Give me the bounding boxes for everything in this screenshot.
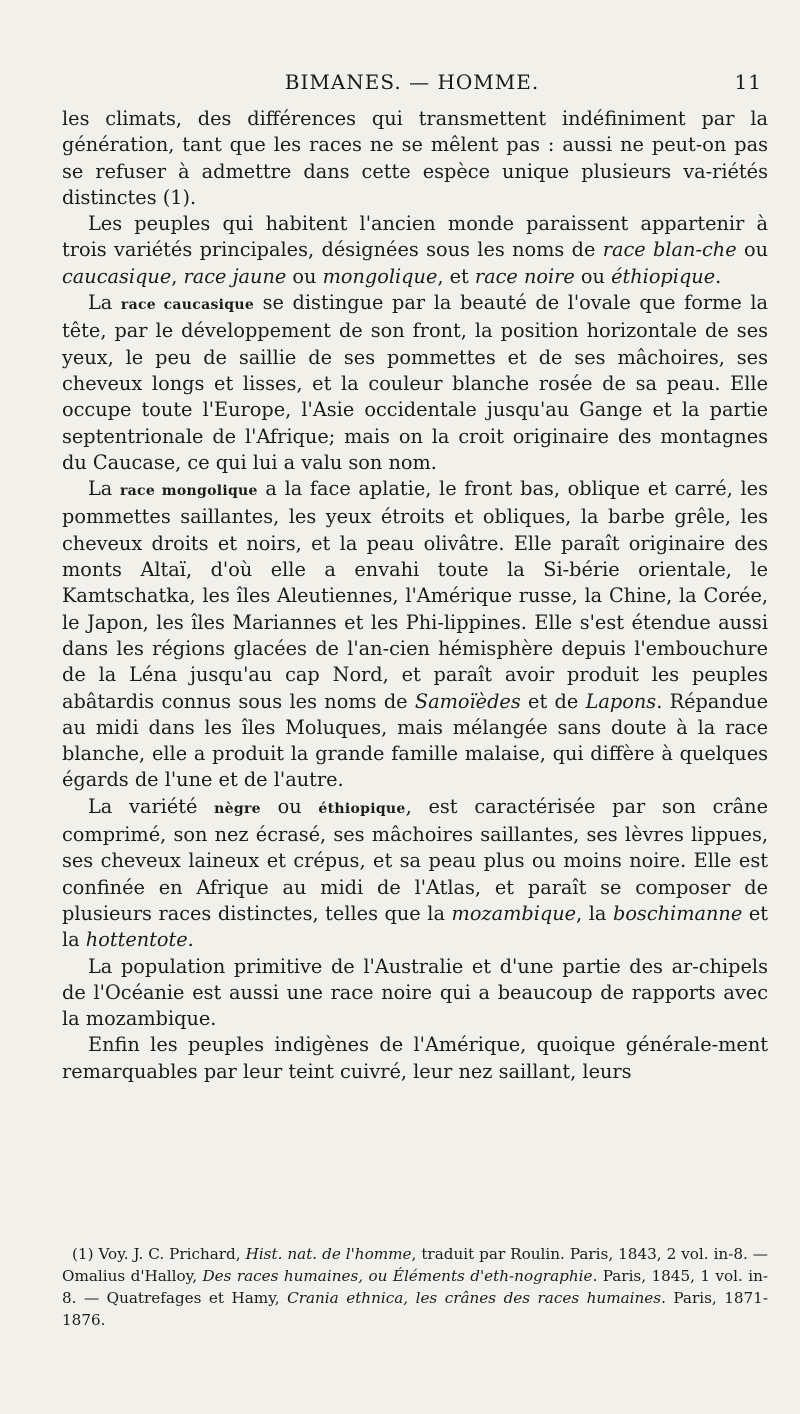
italic-text: race jaune [183, 264, 287, 288]
paragraph-ethiopian-race [62, 794, 768, 954]
text-run: La [88, 477, 120, 501]
italic-text: Des races humaines, ou Éléments d'eth-nographie [202, 1267, 593, 1285]
text-run: . Paris, 1845, 1 vol. in-8. — Quatrefages et Hamy, [62, 1267, 769, 1307]
text-run: a la face aplatie, le front bas, oblique et carré, les pommettes saillantes, les yeux étroits et obliques, la barbe grêle, les cheveux droits et noirs, et la peau olivâtre. Elle paraît originaire des monts Altaï, d'où elle a envahi toute la Si-bérie orientale, le Kamtschatka, les îles Aleutiennes, l'Amérique russe, la Chine, la Corée, le Japon, les îles Mariannes et les Phi-lippines. Elle s'est étendue aussi dans les régions glacées de l'an-cien hémisphère depuis l'embouchure de la Léna jusqu'au cap Nord, et paraît avoir produit les peuples abâtardis connus sous les noms de [62, 477, 768, 713]
italic-text: Crania ethnica, les crânes des races humaines [287, 1289, 662, 1307]
italic-text: Hist. nat. de l'homme [245, 1245, 412, 1263]
main-text [62, 106, 768, 1085]
text-run: ou [574, 264, 612, 288]
text-run: . Paris, 1871-1876. [62, 1289, 768, 1329]
italic-text: Lapons [585, 689, 657, 713]
emphasized-term: nègre [214, 800, 261, 817]
footnote-1 [62, 1243, 768, 1331]
text-run: et la [62, 901, 768, 952]
text-run: , est caractérisée par son crâne comprimé, son nez écrasé, ses mâchoires saillantes, ses lèvres lippues, ses cheveux laineux et crépus, et sa peau plus ou moins noire. Elle est confinée en Afrique au midi de l'Atlas, et paraît se composer de plusieurs races distinctes, telles que la [62, 794, 768, 925]
italic-text: caucasique [62, 264, 172, 288]
text-run: . [187, 928, 194, 952]
footnotes [62, 1243, 768, 1331]
paragraph-america [62, 1032, 768, 1085]
paragraph-australia [62, 954, 768, 1033]
italic-text: race blan-che [602, 238, 737, 262]
italic-text: mozambique [451, 901, 577, 925]
text-run: , [171, 264, 184, 288]
text-run: La variété [88, 794, 215, 818]
text-run: (1) Voy. J. C. Prichard, [72, 1245, 246, 1263]
text-run: ou [260, 794, 319, 818]
italic-text: hottentote [85, 928, 188, 952]
text-run: et de [520, 689, 586, 713]
text-run: Les peuples qui habitent l'ancien monde paraissent appartenir à trois variétés principales, désignées sous les noms de [62, 212, 768, 262]
italic-text: boschimanne [612, 901, 743, 925]
text-run: La [88, 291, 121, 315]
emphasized-term: éthiopique [318, 800, 406, 817]
paragraph-mongolian-race [62, 476, 768, 794]
text-run: , et [437, 264, 475, 288]
italic-text: race noire [474, 264, 575, 288]
italic-text: Samoïèdes [414, 689, 521, 713]
text-run: se distingue par la beauté de l'ovale que forme la tête, par le développement de son front, la position horizontale de ses yeux, le peu de saillie de ses pommettes et de ses mâchoires, ses cheveux longs et lisses, et la couleur blanche rosée de sa peau. Elle occupe toute l'Europe, l'Asie occidentale jusqu'au Gange et la partie septentrionale de l'Afrique; mais on la croit originaire des montagnes du Caucase, ce qui lui a valu son nom. [62, 291, 768, 474]
running-title: BIMANES. — HOMME. [284, 70, 540, 94]
italic-text: mongolique [322, 264, 438, 288]
text-run: ou [286, 264, 323, 288]
text-run: , traduit par Roulin. Paris, 1843, 2 vol. in-8. — Omalius d'Halloy, [62, 1245, 768, 1285]
text-run: . Répandue au midi dans les îles Moluques, mais mélangée sans doute à la race blanche, elle a produit la grande famille malaise, qui diffère à quelques égards de l'une et de l'autre. [62, 689, 768, 792]
text-run: , la [576, 901, 613, 925]
italic-text: éthiopique [611, 264, 716, 288]
text-run: les climats, des différences qui transmettent indéfiniment par la génération, tant que les races ne se mêlent pas : aussi ne peut-on pas se refuser à admettre dans cette espèce unique plusieurs va-riétés distinctes (1). [62, 107, 768, 209]
emphasized-term: race mongolique [119, 483, 258, 500]
paragraph-continuation [62, 106, 768, 211]
text-run: . [715, 264, 722, 288]
page-number: 11 [734, 70, 762, 94]
running-header [62, 70, 762, 98]
text-run: Enfin les peuples indigènes de l'Amérique, quoique générale-ment remarquables par leur teint cuivré, leur nez saillant, leurs [62, 1033, 768, 1083]
emphasized-term: race caucasique [120, 297, 255, 314]
text-run: La population primitive de l'Australie et d'une partie des ar-chipels de l'Océanie est aussi une race noire qui a beaucoup de rapports avec la mozambique. [62, 954, 768, 1031]
paragraph-three-varieties [62, 211, 768, 290]
text-run: ou [736, 238, 768, 262]
paragraph-caucasian-race [62, 290, 768, 476]
